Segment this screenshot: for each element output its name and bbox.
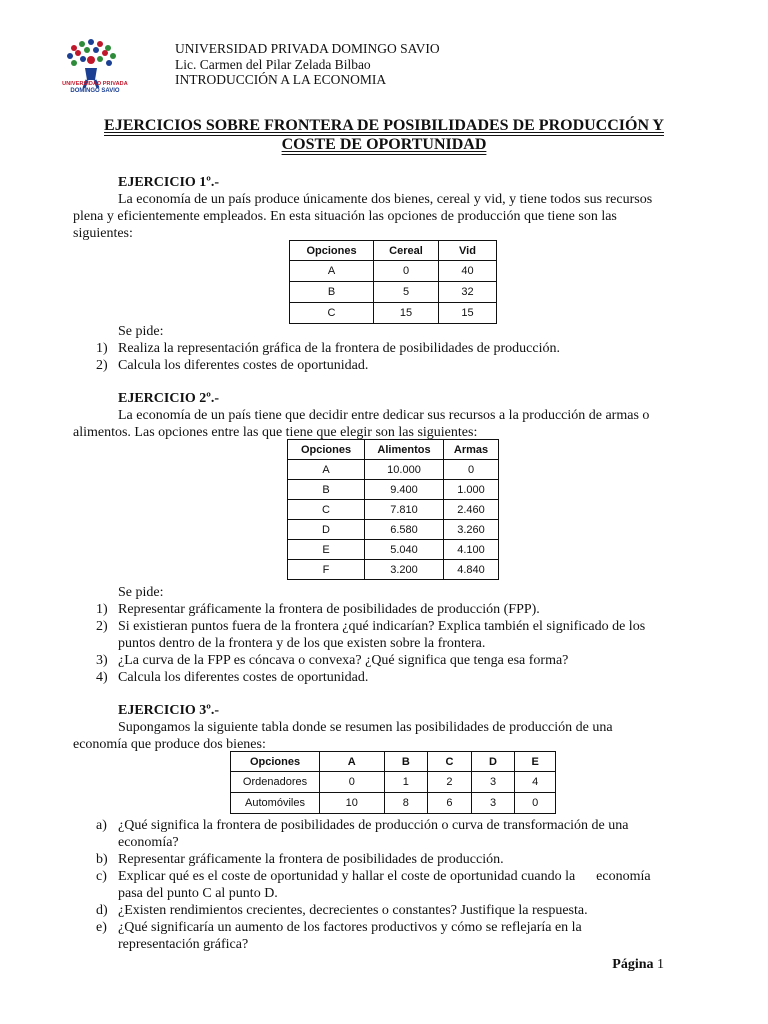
table-cell: 0 xyxy=(374,261,439,282)
table-header: A xyxy=(320,752,385,772)
header-lecturer: Lic. Carmen del Pilar Zelada Bilbao xyxy=(175,57,371,72)
page-footer xyxy=(612,957,664,973)
table-cell: D xyxy=(288,520,365,540)
list-item xyxy=(96,357,716,374)
list-number: b) xyxy=(96,852,108,867)
table-row xyxy=(288,560,499,580)
list-number: 2) xyxy=(96,358,108,373)
table-cell: 8 xyxy=(384,793,428,814)
table-row xyxy=(288,460,499,480)
table-cell: 32 xyxy=(439,282,497,303)
table-cell: Ordenadores xyxy=(231,772,320,793)
page-title xyxy=(60,116,708,154)
exercise-2-heading: EJERCICIO 2º.- xyxy=(118,391,220,406)
table-cell: 10 xyxy=(320,793,385,814)
table-cell: 3 xyxy=(471,793,515,814)
table-cell: 5.040 xyxy=(365,540,444,560)
exercise-2-se-pide: Se pide: xyxy=(118,585,164,600)
exercise-1-text-line2: plena y eficientemente empleados. En esta situación las opciones de producción que tiene son las xyxy=(73,209,617,224)
table-cell: Automóviles xyxy=(231,793,320,814)
table-header: Opciones xyxy=(290,241,374,261)
exercise-2-table xyxy=(287,439,499,580)
table-cell: C xyxy=(288,500,365,520)
table-cell: 7.810 xyxy=(365,500,444,520)
list-number: c) xyxy=(96,869,107,884)
exercise-1-table xyxy=(289,240,497,324)
table-header: C xyxy=(428,752,472,772)
list-item xyxy=(96,851,716,868)
table-row xyxy=(288,500,499,520)
exercise-3-table xyxy=(230,751,556,814)
list-text: pasa del punto C al punto D. xyxy=(118,886,278,901)
exercise-2-text-line1: La economía de un país tiene que decidir entre dedicar sus recursos a la producción de armas o xyxy=(118,408,650,423)
list-number: 1) xyxy=(96,602,108,617)
page-number: 1 xyxy=(657,957,664,972)
list-number: 2) xyxy=(96,619,108,634)
table-row xyxy=(290,261,497,282)
list-text: puntos dentro de la frontera y de los que existen sobre la frontera. xyxy=(118,636,486,651)
list-text: Representar gráficamente la frontera de posibilidades de producción (FPP). xyxy=(118,602,540,617)
table-header: Opciones xyxy=(231,752,320,772)
table-header: Armas xyxy=(444,440,499,460)
list-text: Explicar qué es el coste de oportunidad y hallar el coste de oportunidad cuando la economía xyxy=(118,869,651,884)
list-item xyxy=(96,618,716,652)
table-cell: 3 xyxy=(471,772,515,793)
logo-text-name: DOMINGO SAVIO xyxy=(70,88,120,94)
list-item xyxy=(96,601,716,618)
list-text: Calcula los diferentes costes de oportunidad. xyxy=(118,358,369,373)
table-cell: 6.580 xyxy=(365,520,444,540)
table-cell: 4.100 xyxy=(444,540,499,560)
exercise-3-heading: EJERCICIO 3º.- xyxy=(118,703,220,718)
table-cell: 4.840 xyxy=(444,560,499,580)
table-cell: 0 xyxy=(444,460,499,480)
table-cell: 1.000 xyxy=(444,480,499,500)
exercise-3-text-line1: Supongamos la siguiente tabla donde se resumen las posibilidades de producción de una xyxy=(118,720,613,735)
table-row xyxy=(290,282,497,303)
header-course: INTRODUCCIÓN A LA ECONOMIA xyxy=(175,72,387,87)
exercise-1-se-pide: Se pide: xyxy=(118,324,164,339)
table-row xyxy=(231,772,556,793)
table-cell: 4 xyxy=(515,772,556,793)
list-item xyxy=(96,919,716,953)
university-logo xyxy=(60,38,126,104)
table-header: E xyxy=(515,752,556,772)
list-item xyxy=(96,902,716,919)
list-text: ¿Existen rendimientos crecientes, decrecientes o constantes? Justifique la respuesta. xyxy=(118,903,588,918)
title-line-2: COSTE DE OPORTUNIDAD xyxy=(281,136,487,153)
table-cell: 5 xyxy=(374,282,439,303)
table-header: Alimentos xyxy=(365,440,444,460)
list-number: 4) xyxy=(96,670,108,685)
table-cell: 15 xyxy=(374,303,439,324)
list-text: Calcula los diferentes costes de oportunidad. xyxy=(118,670,369,685)
table-row xyxy=(290,303,497,324)
exercise-2-text-line2: alimentos. Las opciones entre las que tiene que elegir son las siguientes: xyxy=(73,425,478,440)
table-cell: 2.460 xyxy=(444,500,499,520)
title-line-1: EJERCICIOS SOBRE FRONTERA DE POSIBILIDADES DE PRODUCCIÓN Y xyxy=(104,117,664,134)
exercise-1-heading: EJERCICIO 1º.- xyxy=(118,175,220,190)
list-text: ¿La curva de la FPP es cóncava o convexa? ¿Qué significa que tenga esa forma? xyxy=(118,653,569,668)
table-cell: B xyxy=(290,282,374,303)
table-cell: 15 xyxy=(439,303,497,324)
list-number: a) xyxy=(96,818,107,833)
list-item xyxy=(96,652,716,669)
list-text: economía? xyxy=(118,835,179,850)
table-cell: B xyxy=(288,480,365,500)
list-text: Representar gráficamente la frontera de posibilidades de producción. xyxy=(118,852,504,867)
table-cell: A xyxy=(290,261,374,282)
table-header: D xyxy=(471,752,515,772)
table-header: Opciones xyxy=(288,440,365,460)
list-number: 3) xyxy=(96,653,108,668)
list-item xyxy=(96,868,716,902)
table-cell: 9.400 xyxy=(365,480,444,500)
table-cell: 6 xyxy=(428,793,472,814)
table-cell: 2 xyxy=(428,772,472,793)
exercise-3-text-line2: economía que produce dos bienes: xyxy=(73,737,266,752)
logo-text-university: UNIVERSIDAD PRIVADA xyxy=(62,81,128,87)
table-row xyxy=(288,480,499,500)
table-cell: 3.260 xyxy=(444,520,499,540)
table-header: B xyxy=(384,752,428,772)
table-cell: A xyxy=(288,460,365,480)
list-text: ¿Qué significaría un aumento de los factores productivos y cómo se reflejaría en la xyxy=(118,920,582,935)
list-text: representación gráfica? xyxy=(118,937,249,952)
list-text: Si existieran puntos fuera de la frontera ¿qué indicarían? Explica también el significado de los xyxy=(118,619,646,634)
table-row xyxy=(288,520,499,540)
list-text: ¿Qué significa la frontera de posibilidades de producción o curva de transformación de una xyxy=(118,818,629,833)
exercise-1-text-line3: siguientes: xyxy=(73,226,133,241)
list-number: 1) xyxy=(96,341,108,356)
page-label: Página xyxy=(612,957,654,972)
list-item xyxy=(96,817,716,851)
table-header: Cereal xyxy=(374,241,439,261)
table-cell: E xyxy=(288,540,365,560)
list-item xyxy=(96,669,716,686)
table-cell: F xyxy=(288,560,365,580)
table-cell: 0 xyxy=(320,772,385,793)
table-cell: 10.000 xyxy=(365,460,444,480)
table-cell: 3.200 xyxy=(365,560,444,580)
table-cell: 40 xyxy=(439,261,497,282)
table-header: Vid xyxy=(439,241,497,261)
table-cell: 1 xyxy=(384,772,428,793)
table-row xyxy=(231,793,556,814)
list-text: Realiza la representación gráfica de la frontera de posibilidades de producción. xyxy=(118,341,560,356)
list-number: e) xyxy=(96,920,107,935)
list-number: d) xyxy=(96,903,108,918)
table-row xyxy=(288,540,499,560)
header-university: UNIVERSIDAD PRIVADA DOMINGO SAVIO xyxy=(175,41,440,56)
table-cell: C xyxy=(290,303,374,324)
exercise-1-text-line1: La economía de un país produce únicamente dos bienes, cereal y vid, y tiene todos sus recursos xyxy=(118,192,653,207)
list-item xyxy=(96,340,716,357)
table-cell: 0 xyxy=(515,793,556,814)
